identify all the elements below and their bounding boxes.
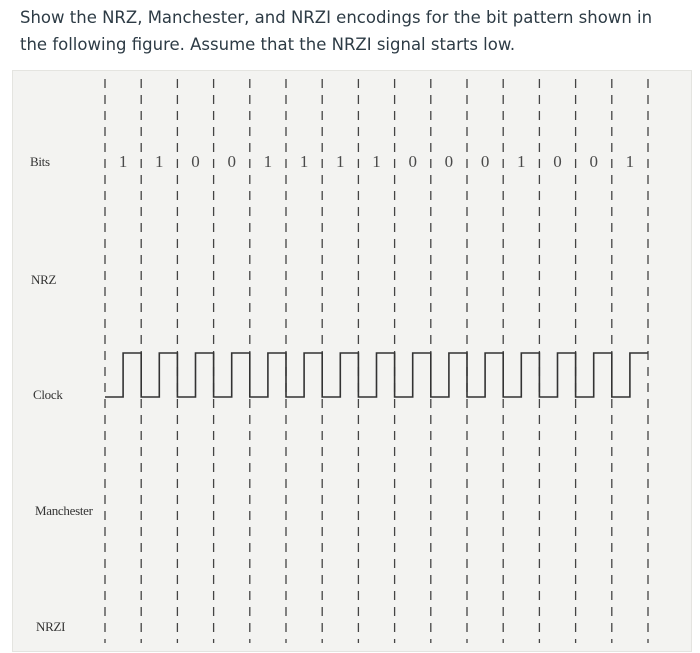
bit-digit: 0 — [480, 152, 490, 171]
bit-digit: 0 — [553, 152, 562, 171]
timing-diagram — [13, 71, 691, 651]
row-label-bits: Bits — [30, 154, 50, 169]
row-label-nrzi: NRZI — [36, 619, 66, 634]
row-label-clock: Clock — [33, 387, 63, 402]
clock-waveform — [105, 353, 648, 397]
bit-digit: 1 — [263, 152, 273, 171]
bit-digit: 1 — [336, 152, 345, 171]
bit-digit: 1 — [299, 152, 309, 171]
row-label-manchester: Manchester — [35, 503, 93, 518]
bit-digit: 1 — [372, 152, 381, 171]
bit-digit: 1 — [517, 152, 526, 171]
row-label-nrz: NRZ — [31, 272, 57, 287]
bit-digit: 1 — [155, 152, 164, 171]
question-text: Show the NRZ, Manchester, and NRZI encodings for the bit pattern shown in the following figure. Assume that the NRZI signal starts low. — [20, 8, 653, 54]
encoding-figure — [12, 70, 692, 652]
bit-digits — [119, 152, 634, 171]
bit-digit: 0 — [589, 152, 598, 171]
bit-digit: 0 — [191, 152, 200, 171]
bit-digit: 0 — [444, 152, 454, 171]
bit-digit: 0 — [408, 152, 417, 171]
bit-digit: 1 — [625, 152, 635, 171]
bit-digit: 1 — [118, 152, 128, 171]
bit-digit: 0 — [227, 152, 236, 171]
